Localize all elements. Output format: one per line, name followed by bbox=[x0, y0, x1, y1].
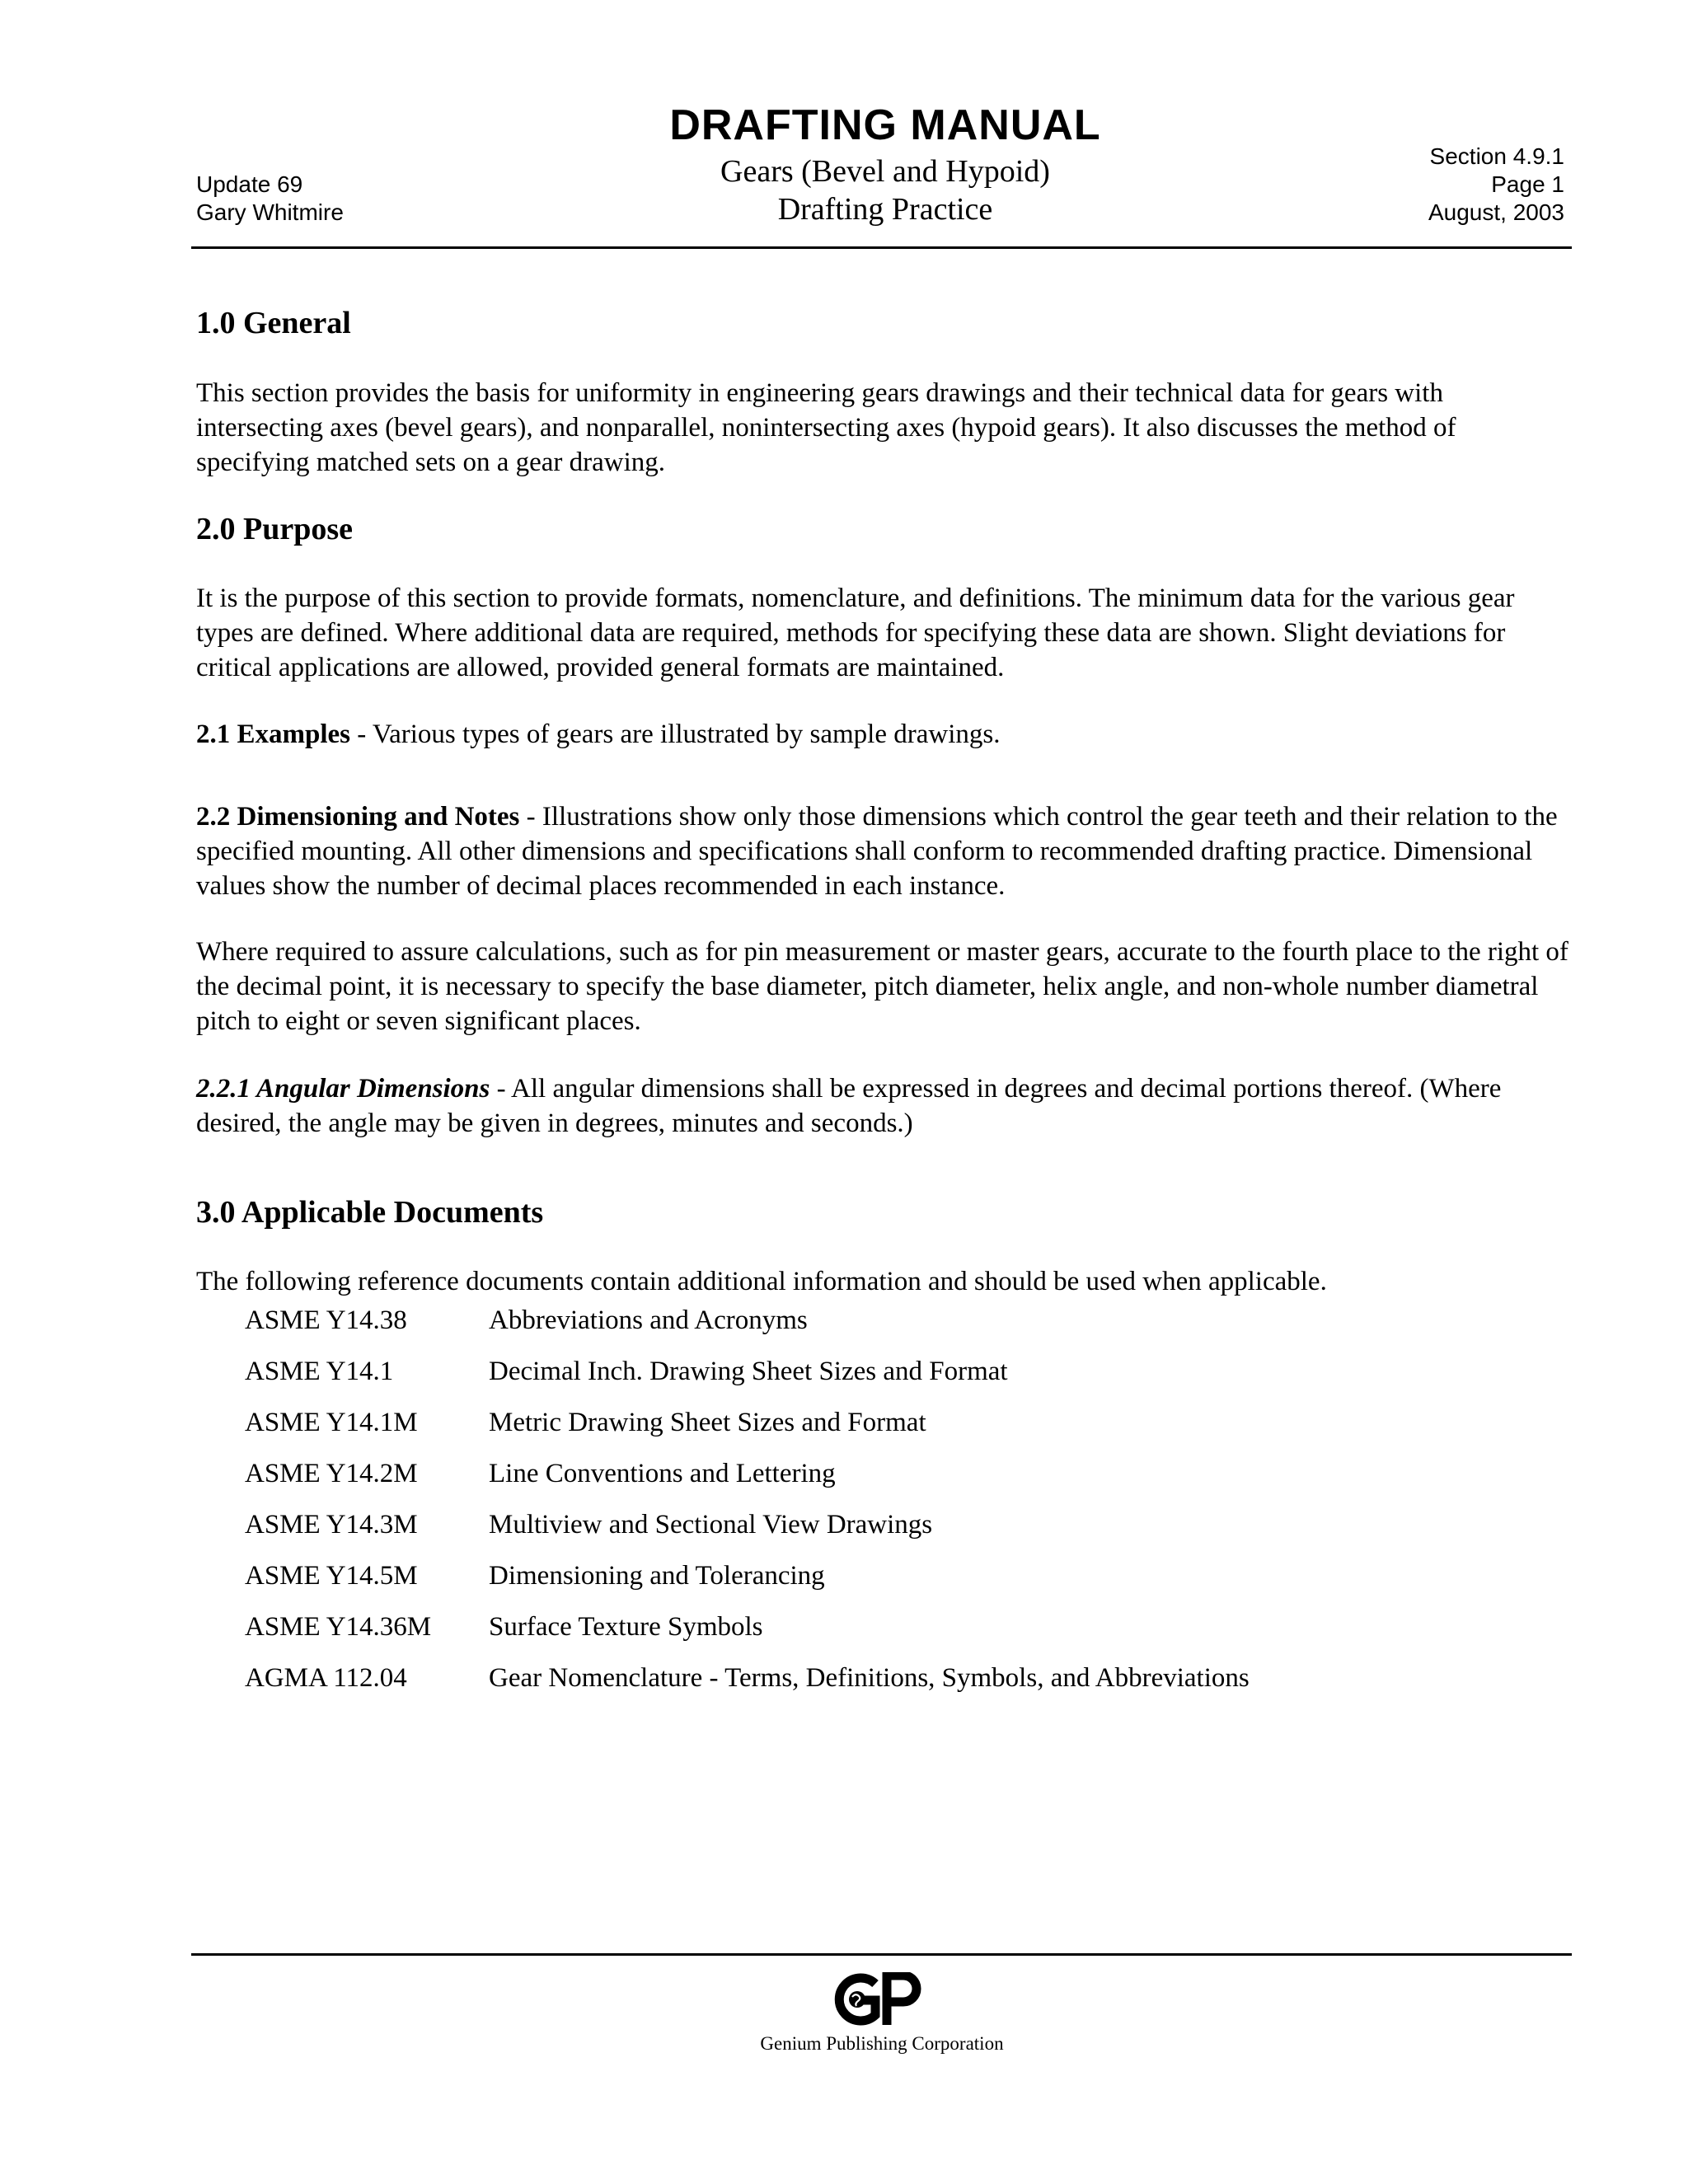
paragraph-dimensioning bbox=[196, 799, 1573, 903]
dimensioning-text: - Illustrations show only those dimensions which control the gear teeth and their relation to the specified mounting. All other dimensions and specifications shall conform to recommended drafting practice. Dimensional values show the number of decimal places recommended in each instance. bbox=[196, 802, 1558, 901]
reference-title: Gear Nomenclature - Terms, Definitions, Symbols, and Abbreviations bbox=[489, 1663, 1250, 1693]
reference-item bbox=[245, 1510, 1250, 1561]
paragraph-examples bbox=[196, 717, 1573, 752]
heading-general: 1.0 General bbox=[196, 306, 351, 340]
reference-list bbox=[245, 1305, 1250, 1714]
paragraph-documents-intro: The following reference documents contain additional information and should be used when applicable. bbox=[196, 1267, 1327, 1296]
update-number: Update 69 bbox=[196, 171, 303, 197]
heading-documents: 3.0 Applicable Documents bbox=[196, 1195, 544, 1230]
reference-title: Metric Drawing Sheet Sizes and Format bbox=[489, 1408, 926, 1437]
reference-code: ASME Y14.1M bbox=[245, 1408, 418, 1437]
examples-label: 2.1 Examples bbox=[196, 719, 351, 749]
angular-text: - All angular dimensions shall be expressed in degrees and decimal portions thereof. (Where desired, the angle may be given in degrees, minutes and seconds.) bbox=[196, 1074, 1502, 1138]
section-number: Section 4.9.1 bbox=[1429, 143, 1564, 169]
genium-logo-icon bbox=[832, 1972, 925, 2027]
page-number: Page 1 bbox=[1491, 171, 1564, 197]
reference-title: Surface Texture Symbols bbox=[489, 1612, 763, 1642]
reference-item bbox=[245, 1408, 1250, 1459]
reference-code: ASME Y14.1 bbox=[245, 1357, 394, 1386]
reference-code: ASME Y14.3M bbox=[245, 1510, 418, 1540]
reference-title: Decimal Inch. Drawing Sheet Sizes and Format bbox=[489, 1357, 1008, 1386]
manual-title: DRAFTING MANUAL bbox=[669, 101, 1101, 149]
dimensioning-label: 2.2 Dimensioning and Notes bbox=[196, 802, 520, 832]
reference-title: Dimensioning and Tolerancing bbox=[489, 1561, 825, 1591]
publisher-name: Genium Publishing Corporation bbox=[760, 2033, 1004, 2054]
document-subtitle-topic: Gears (Bevel and Hypoid) bbox=[720, 154, 1050, 189]
reference-item bbox=[245, 1357, 1250, 1408]
reference-code: ASME Y14.5M bbox=[245, 1561, 418, 1591]
reference-item bbox=[245, 1459, 1250, 1510]
paragraph-purpose: It is the purpose of this section to provide formats, nomenclature, and definitions. The minimum data for the various gear types are defined. Where additional data are required, methods for specifying these data are shown. Slight deviations for critical applications are allowed, provided general formats are maintained. bbox=[196, 583, 1515, 682]
examples-text: - Various types of gears are illustrated by sample drawings. bbox=[350, 719, 1001, 749]
reference-item bbox=[245, 1612, 1250, 1663]
paragraph-dimensioning-precision: Where required to assure calculations, such as for pin measurement or master gears, accurate to the fourth place to the right of the decimal point, it is necessary to specify the base diameter, pitch diameter, helix angle, and non-whole number diametral pitch to eight or seven significant places. bbox=[196, 937, 1568, 1036]
heading-purpose: 2.0 Purpose bbox=[196, 512, 353, 546]
reference-code: ASME Y14.38 bbox=[245, 1305, 407, 1335]
author-name: Gary Whitmire bbox=[196, 199, 344, 225]
reference-code: AGMA 112.04 bbox=[245, 1663, 407, 1693]
reference-title: Line Conventions and Lettering bbox=[489, 1459, 836, 1488]
paragraph-angular bbox=[196, 1071, 1573, 1141]
reference-item bbox=[245, 1561, 1250, 1612]
reference-item bbox=[245, 1663, 1250, 1714]
reference-item bbox=[245, 1305, 1250, 1357]
header-rule bbox=[191, 246, 1572, 249]
reference-code: ASME Y14.36M bbox=[245, 1612, 432, 1642]
document-date: August, 2003 bbox=[1428, 199, 1564, 225]
reference-code: ASME Y14.2M bbox=[245, 1459, 418, 1488]
reference-title: Multiview and Sectional View Drawings bbox=[489, 1510, 933, 1540]
reference-title: Abbreviations and Acronyms bbox=[489, 1305, 808, 1335]
paragraph-general: This section provides the basis for uniformity in engineering gears drawings and their technical data for gears with intersecting axes (bevel gears), and nonparallel, nonintersecting axes (hypoid gears). It also discusses the method of specifying matched sets on a gear drawing. bbox=[196, 378, 1456, 477]
angular-label: 2.2.1 Angular Dimensions bbox=[196, 1074, 490, 1104]
document-subtitle-practice: Drafting Practice bbox=[777, 192, 993, 227]
footer-rule bbox=[191, 1953, 1572, 1956]
